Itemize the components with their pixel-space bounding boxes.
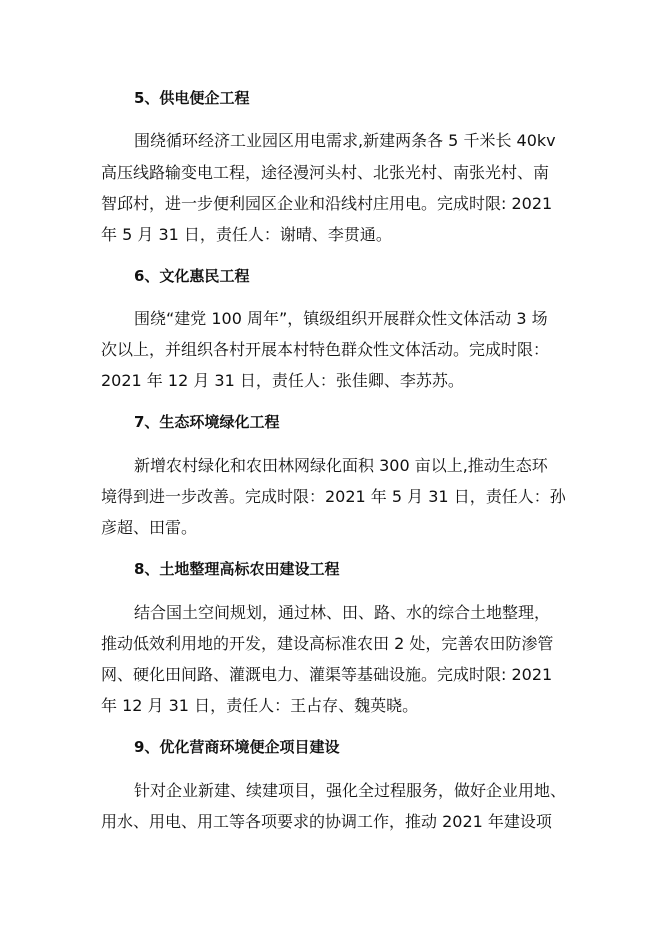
paragraph-line: 年 12 月 31 日，责任人：王占存、魏英晓。 xyxy=(101,696,419,715)
paragraph-line: 彦超、田雷。 xyxy=(101,518,198,537)
paragraph-line: 围绕循环经济工业园区用电需求,新建两条各 5 千米长 40kv xyxy=(134,131,556,150)
paragraph-line: 用水、用电、用工等各项要求的协调工作，推动 2021 年建设项 xyxy=(101,812,552,831)
paragraph-line: 网、硬化田间路、灌溉电力、灌渠等基础设施。完成时限: 2021 xyxy=(101,665,553,684)
paragraph-line: 新增农村绿化和农田林网绿化面积 300 亩以上,推动生态环 xyxy=(134,456,548,475)
paragraph-line: 结合国土空间规划，通过林、田、路、水的综合土地整理， xyxy=(134,603,551,622)
paragraph-line: 次以上，并组织各村开展本村特色群众性文体活动。完成时限： xyxy=(101,340,550,359)
paragraph-line: 推动低效利用地的开发，建设高标准农田 2 处，完善农田防渗管 xyxy=(101,634,554,653)
paragraph-line: 围绕“建党 100 周年”，镇级组织开展群众性文体活动 3 场 xyxy=(134,309,548,328)
section-heading-culture: 6、文化惠民工程 xyxy=(134,267,250,285)
paragraph-line: 高压线路输变电工程，途径漫河头村、北张光村、南张光村、南 xyxy=(101,163,550,182)
section-heading-business-environment: 9、优化营商环境便企项目建设 xyxy=(134,738,340,756)
section-heading-power: 5、供电便企工程 xyxy=(134,89,250,107)
paragraph-line: 境得到进一步改善。完成时限：2021 年 5 月 31 日，责任人：孙 xyxy=(101,487,566,506)
paragraph-line: 智邱村，进一步便利园区企业和沿线村庄用电。完成时限: 2021 xyxy=(101,194,553,213)
paragraph-line: 针对企业新建、续建项目，强化全过程服务，做好企业用地、 xyxy=(134,781,567,800)
section-heading-farmland: 8、土地整理高标农田建设工程 xyxy=(134,560,340,578)
section-heading-greening: 7、生态环境绿化工程 xyxy=(134,413,280,431)
paragraph-line: 年 5 月 31 日，责任人：谢晴、李贯通。 xyxy=(101,225,392,244)
paragraph-line: 2021 年 12 月 31 日，责任人：张佳卿、李苏苏。 xyxy=(101,371,464,390)
